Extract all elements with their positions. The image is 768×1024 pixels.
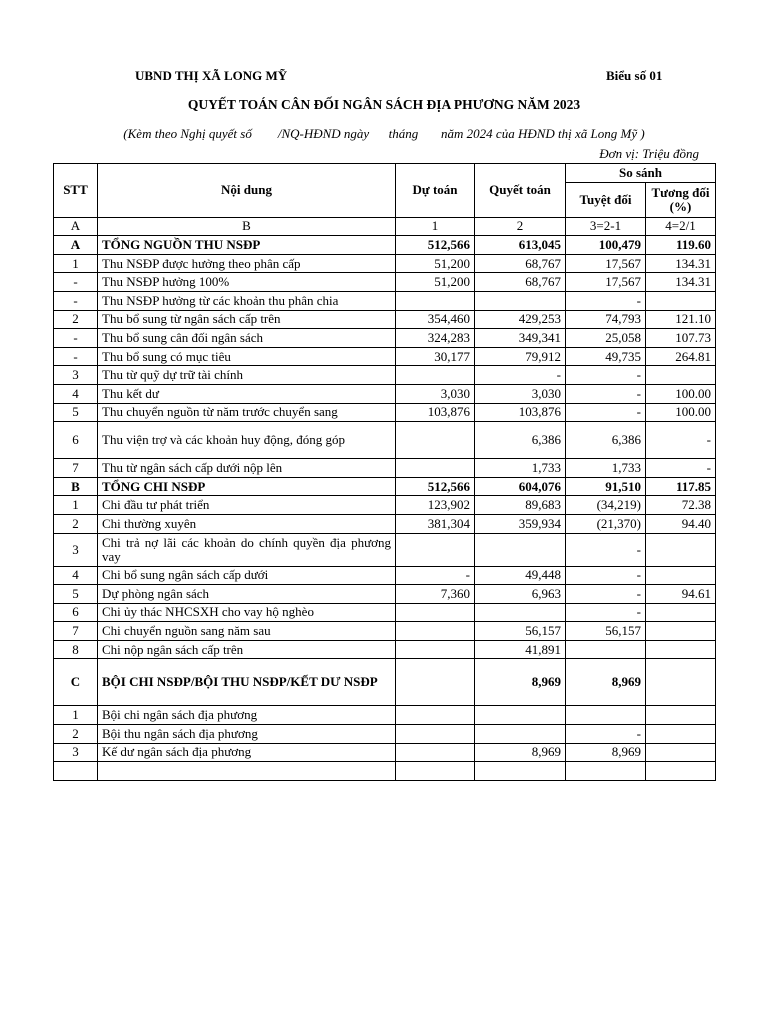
row-estimate [396,422,475,459]
row-relative: 107.73 [646,329,716,348]
row-content [98,762,396,781]
code-cell: B [98,217,396,236]
header-content: Nội dung [98,164,396,218]
row-content: TỔNG NGUỒN THU NSĐP [98,236,396,255]
row-stt: 3 [54,366,98,385]
row-content: Bội thu ngân sách địa phương [98,725,396,744]
row-settlement: 6,386 [475,422,566,459]
row-relative: 117.85 [646,477,716,496]
row-content: TỔNG CHI NSĐP [98,477,396,496]
row-absolute: 100,479 [566,236,646,255]
table-row [54,622,716,641]
row-stt: 2 [54,310,98,329]
row-stt: A [54,236,98,255]
table-row [54,254,716,273]
row-absolute: - [566,366,646,385]
row-estimate: 30,177 [396,347,475,366]
table-row [54,585,716,604]
row-estimate [396,622,475,641]
row-content: Chi bổ sung ngân sách cấp dưới [98,566,396,585]
row-stt: 4 [54,566,98,585]
table-row [54,477,716,496]
row-stt: 4 [54,384,98,403]
row-settlement: 79,912 [475,347,566,366]
row-content: BỘI CHI NSĐP/BỘI THU NSĐP/KẾT DƯ NSĐP [98,659,396,706]
row-absolute: 91,510 [566,477,646,496]
header-estimate: Dự toán [396,164,475,218]
table-row [54,603,716,622]
row-settlement: 89,683 [475,496,566,515]
row-settlement: 1,733 [475,459,566,478]
row-content: Thu từ ngân sách cấp dưới nộp lên [98,459,396,478]
row-content: Chi ủy thác NHCSXH cho vay hộ nghèo [98,603,396,622]
row-estimate: - [396,566,475,585]
row-estimate [396,706,475,725]
row-settlement [475,762,566,781]
table-row [54,706,716,725]
row-content: Chi đầu tư phát triển [98,496,396,515]
row-settlement [475,725,566,744]
row-absolute: 25,058 [566,329,646,348]
table-row [54,329,716,348]
row-content: Chi trả nợ lãi các khoản do chính quyền địa phương vay [98,533,396,566]
table-row [54,291,716,310]
code-cell: A [54,217,98,236]
row-relative [646,622,716,641]
row-stt: - [54,329,98,348]
table-row [54,459,716,478]
row-content: Chi thường xuyên [98,514,396,533]
row-stt [54,762,98,781]
row-content: Thu NSĐP hưởng từ các khoản thu phân chia [98,291,396,310]
row-estimate: 123,902 [396,496,475,515]
row-stt: 5 [54,585,98,604]
row-relative [646,603,716,622]
row-estimate [396,533,475,566]
table-row [54,384,716,403]
table-row [54,659,716,706]
row-absolute: (34,219) [566,496,646,515]
form-number: Biểu số 01 [606,68,663,83]
row-content: Chi nộp ngân sách cấp trên [98,640,396,659]
row-settlement [475,706,566,725]
row-estimate [396,459,475,478]
row-content: Thu NSĐP hưởng 100% [98,273,396,292]
table-row [54,533,716,566]
code-cell: 1 [396,217,475,236]
row-relative: 100.00 [646,403,716,422]
row-absolute: 8,969 [566,659,646,706]
row-stt: 3 [54,533,98,566]
row-settlement: 8,969 [475,743,566,762]
row-absolute: 56,157 [566,622,646,641]
row-stt: 8 [54,640,98,659]
row-content: Thu chuyển nguồn từ năm trước chuyển sang [98,403,396,422]
row-relative [646,743,716,762]
row-absolute: - [566,384,646,403]
row-relative: 264.81 [646,347,716,366]
row-content: Dự phòng ngân sách [98,585,396,604]
table-row [54,422,716,459]
row-stt: 7 [54,622,98,641]
row-estimate [396,603,475,622]
row-estimate [396,743,475,762]
row-relative: 94.61 [646,585,716,604]
table-row [54,514,716,533]
row-absolute: 74,793 [566,310,646,329]
row-estimate: 3,030 [396,384,475,403]
row-relative: 134.31 [646,254,716,273]
row-content: Thu viện trợ và các khoản huy động, đóng góp [98,422,396,459]
row-absolute: 17,567 [566,273,646,292]
table-row [54,236,716,255]
row-relative: 94.40 [646,514,716,533]
row-estimate [396,640,475,659]
row-stt: 3 [54,743,98,762]
row-stt: 2 [54,725,98,744]
row-stt: 1 [54,254,98,273]
row-absolute: - [566,291,646,310]
row-relative: - [646,422,716,459]
document-title: QUYẾT TOÁN CÂN ĐỐI NGÂN SÁCH ĐỊA PHƯƠNG NĂM 2023 [187,97,581,112]
row-relative: 100.00 [646,384,716,403]
header-stt: STT [54,164,98,218]
row-stt: 6 [54,422,98,459]
row-settlement: 41,891 [475,640,566,659]
row-settlement: 3,030 [475,384,566,403]
budget-table [53,163,716,781]
table-row [54,347,716,366]
row-absolute: 6,386 [566,422,646,459]
row-settlement: 8,969 [475,659,566,706]
row-relative [646,366,716,385]
row-stt: 1 [54,496,98,515]
row-content: Thu bổ sung có mục tiêu [98,347,396,366]
row-settlement [475,603,566,622]
row-settlement [475,291,566,310]
row-absolute: (21,370) [566,514,646,533]
row-estimate [396,366,475,385]
row-estimate [396,659,475,706]
row-relative [646,762,716,781]
row-stt: - [54,347,98,366]
row-settlement: - [475,366,566,385]
table-row [54,640,716,659]
row-relative [646,640,716,659]
header-settlement: Quyết toán [475,164,566,218]
row-settlement: 49,448 [475,566,566,585]
row-stt: 2 [54,514,98,533]
table-row [54,566,716,585]
org-name: UBND THỊ XÃ LONG MỸ [135,68,288,83]
row-estimate: 7,360 [396,585,475,604]
table-row [54,273,716,292]
row-content: Thu bổ sung cân đối ngân sách [98,329,396,348]
row-settlement: 604,076 [475,477,566,496]
header-compare: So sánh [566,164,716,183]
row-stt: 7 [54,459,98,478]
row-estimate: 512,566 [396,236,475,255]
row-estimate: 381,304 [396,514,475,533]
row-estimate: 103,876 [396,403,475,422]
row-content: Kế dư ngân sách địa phương [98,743,396,762]
document-subtitle: (Kèm theo Nghị quyết số /NQ-HĐND ngày tháng năm 2024 của HĐND thị xã Long Mỹ ) [123,126,645,141]
row-estimate: 51,200 [396,273,475,292]
row-content: Thu từ quỹ dự trữ tài chính [98,366,396,385]
row-relative [646,659,716,706]
table-row [54,403,716,422]
row-stt: C [54,659,98,706]
row-absolute [566,640,646,659]
table-row [54,496,716,515]
table-row [54,725,716,744]
row-estimate [396,725,475,744]
row-relative [646,706,716,725]
row-settlement: 6,963 [475,585,566,604]
table-row [54,762,716,781]
row-estimate [396,291,475,310]
header-absolute: Tuyệt đối [566,182,646,217]
row-absolute: - [566,585,646,604]
row-content: Thu NSĐP được hưởng theo phân cấp [98,254,396,273]
row-relative: 72.38 [646,496,716,515]
header-relative: Tương đối (%) [646,182,716,217]
row-stt: 6 [54,603,98,622]
row-relative [646,566,716,585]
row-relative [646,291,716,310]
table-row [54,743,716,762]
row-content: Thu bổ sung từ ngân sách cấp trên [98,310,396,329]
row-content: Bội chi ngân sách địa phương [98,706,396,725]
row-relative: - [646,459,716,478]
row-estimate: 512,566 [396,477,475,496]
row-absolute: - [566,725,646,744]
row-estimate: 354,460 [396,310,475,329]
row-absolute: 8,969 [566,743,646,762]
row-settlement: 359,934 [475,514,566,533]
row-absolute: 1,733 [566,459,646,478]
row-absolute: 49,735 [566,347,646,366]
row-settlement: 349,341 [475,329,566,348]
table-row [54,366,716,385]
code-cell: 2 [475,217,566,236]
row-estimate [396,762,475,781]
row-settlement: 613,045 [475,236,566,255]
code-cell: 3=2-1 [566,217,646,236]
row-estimate: 51,200 [396,254,475,273]
row-stt: 1 [54,706,98,725]
row-absolute: - [566,603,646,622]
row-settlement: 68,767 [475,273,566,292]
row-absolute [566,706,646,725]
table-row [54,310,716,329]
row-relative: 121.10 [646,310,716,329]
code-cell: 4=2/1 [646,217,716,236]
row-relative [646,533,716,566]
row-absolute: 17,567 [566,254,646,273]
row-settlement: 68,767 [475,254,566,273]
row-content: Thu kết dư [98,384,396,403]
row-settlement: 56,157 [475,622,566,641]
row-estimate: 324,283 [396,329,475,348]
row-stt: - [54,291,98,310]
row-absolute: - [566,403,646,422]
row-settlement [475,533,566,566]
row-settlement: 103,876 [475,403,566,422]
row-relative: 119.60 [646,236,716,255]
row-stt: - [54,273,98,292]
row-absolute: - [566,533,646,566]
row-settlement: 429,253 [475,310,566,329]
row-stt: B [54,477,98,496]
row-absolute: - [566,566,646,585]
unit-label: Đơn vị: Triệu đồng [599,146,699,161]
row-content: Chi chuyển nguồn sang năm sau [98,622,396,641]
row-stt: 5 [54,403,98,422]
row-relative [646,725,716,744]
row-absolute [566,762,646,781]
row-relative: 134.31 [646,273,716,292]
